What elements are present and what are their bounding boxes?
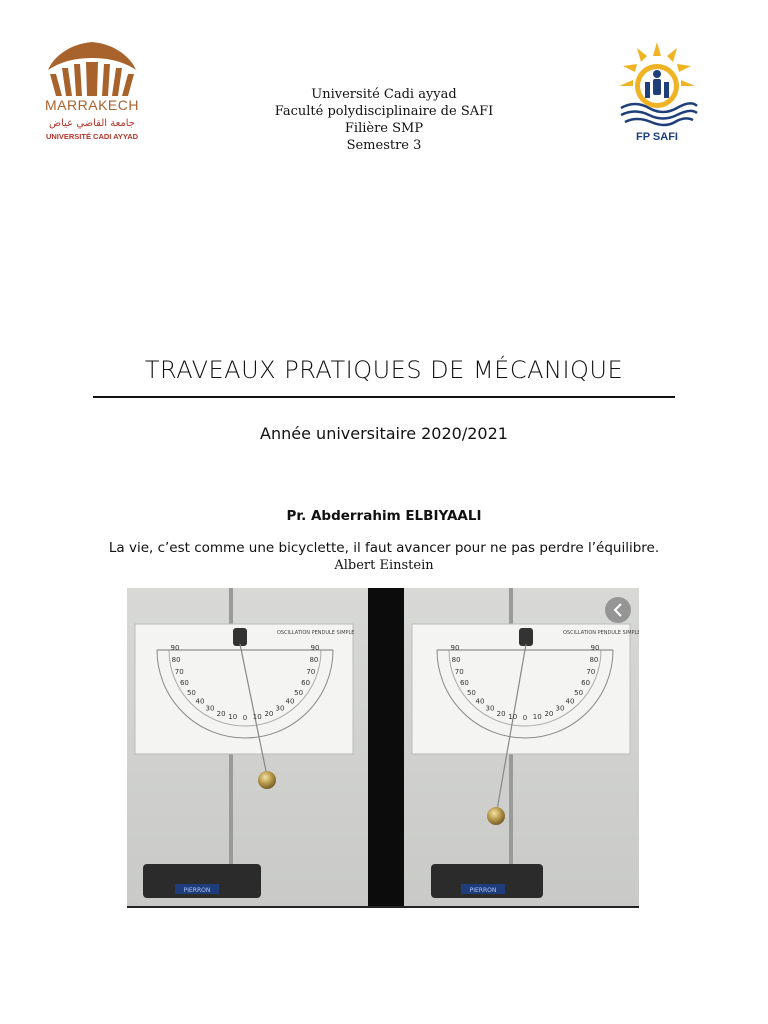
scale-label: 60 [301, 679, 311, 687]
document-title: TRAVEAUX PRATIQUES DE MÉCANIQUE [144, 356, 624, 384]
scale-label: 90 [590, 644, 600, 652]
scale-label: 40 [565, 697, 575, 706]
scale-label: 40 [285, 697, 295, 706]
professor-name: Pr. Abderrahim ELBIYAALI [286, 508, 482, 524]
scale-label: 50 [186, 689, 196, 697]
title-divider [93, 396, 675, 398]
scale-label: 60 [459, 679, 469, 687]
scale-label: 70 [586, 667, 596, 676]
scale-label: 20 [544, 709, 554, 718]
scale-label: 90 [310, 644, 320, 652]
uca-subtitle: UNIVERSITÉ CADI AYYAD [45, 132, 139, 141]
scale-label: 70 [306, 667, 316, 676]
scale-label: 90 [170, 644, 180, 652]
scale-label: 20 [216, 709, 226, 718]
scale-label: 30 [485, 704, 495, 713]
scale-label: 60 [581, 679, 591, 687]
scale-label: 60 [179, 679, 189, 687]
uca-name: MARRAKECH [45, 97, 139, 113]
scale-label: 50 [466, 689, 476, 697]
scale-label: 70 [174, 667, 184, 676]
scale-label: 90 [450, 644, 460, 652]
scale-label: 80 [171, 656, 181, 665]
scale-label: 80 [309, 656, 319, 665]
left-panel-label: OSCILLATION PENDULE SIMPLE [277, 630, 355, 636]
scale-label: 0 [242, 714, 248, 722]
semester: Semestre 3 [346, 138, 422, 153]
carousel-prev-button[interactable] [605, 597, 631, 623]
scale-label: 20 [496, 709, 506, 718]
scale-label: 80 [589, 656, 599, 665]
institution-header [0, 86, 768, 154]
pendulum-photo [127, 588, 639, 908]
scale-label: 80 [451, 656, 461, 665]
scale-label: 70 [454, 667, 464, 676]
scale-label: 0 [522, 714, 528, 722]
scale-label: 40 [475, 697, 485, 706]
scale-label: 50 [294, 689, 304, 697]
faculty-name: Faculté polydisciplinaire de SAFI [274, 104, 494, 119]
scale-label: 10 [508, 712, 518, 721]
quote-author: Albert Einstein [334, 558, 434, 573]
scale-label: 50 [574, 689, 584, 697]
right-panel-label: OSCILLATION PENDULE SIMPLE [563, 630, 639, 636]
scale-label: 30 [275, 704, 285, 713]
scale-label: 10 [252, 712, 262, 721]
scale-label: 10 [228, 712, 238, 721]
left-base-label: PIERRON [183, 887, 211, 894]
right-base-label: PIERRON [469, 887, 497, 894]
scale-label: 40 [195, 697, 205, 706]
scale-label: 10 [532, 712, 542, 721]
filiere: Filière SMP [344, 121, 424, 136]
fp-safi-label: FP SAFI [636, 131, 678, 143]
uca-arabic: جامعة القاضي عياض [48, 118, 136, 129]
quote-text: La vie, c’est comme une bicyclette, il faut avancer pour ne pas perdre l’équilibre. [108, 540, 660, 556]
academic-year: Année universitaire 2020/2021 [260, 424, 508, 443]
scale-label: 30 [205, 704, 215, 713]
scale-label: 20 [264, 709, 274, 718]
university-name: Université Cadi ayyad [311, 87, 457, 102]
scale-label: 30 [555, 704, 565, 713]
